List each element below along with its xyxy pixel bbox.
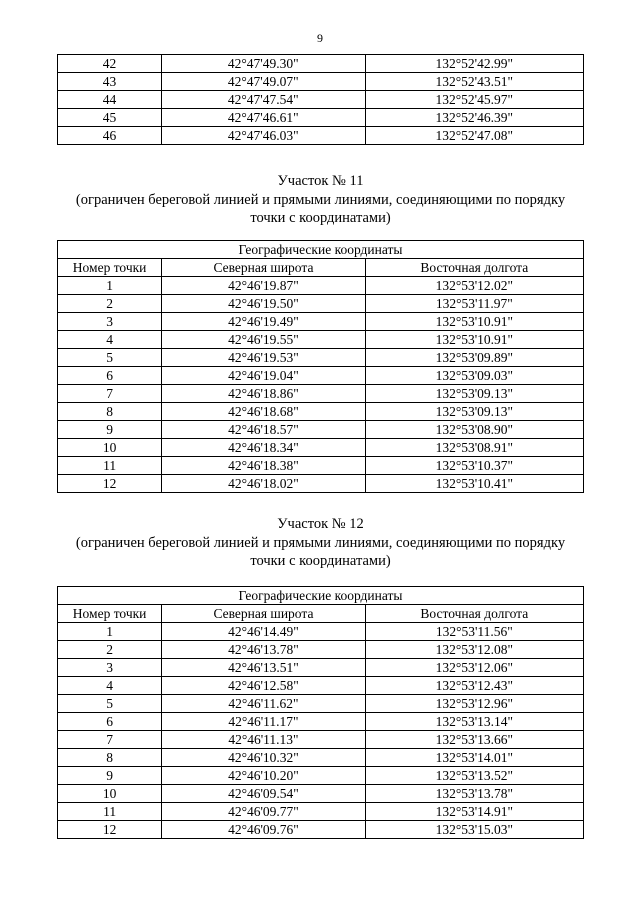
point-number-cell: 6: [58, 367, 162, 385]
east-longitude-cell: 132°52'45.97": [365, 91, 583, 109]
table-row: [58, 439, 584, 457]
point-number-cell: 6: [58, 713, 162, 731]
point-number-cell: 3: [58, 659, 162, 677]
point-number-cell: 5: [58, 349, 162, 367]
column-header-point-number: Номер точки: [58, 605, 162, 623]
north-latitude-cell: 42°46'19.87": [162, 277, 365, 295]
point-number-cell: 12: [58, 821, 162, 839]
north-latitude-cell: 42°46'18.02": [162, 475, 365, 493]
east-longitude-cell: 132°53'12.02": [365, 277, 583, 295]
east-longitude-cell: 132°53'13.52": [365, 767, 583, 785]
north-latitude-cell: 42°47'47.54": [162, 91, 366, 109]
north-latitude-cell: 42°46'13.51": [162, 659, 365, 677]
east-longitude-cell: 132°53'08.91": [365, 439, 583, 457]
point-number-cell: 10: [58, 785, 162, 803]
north-latitude-cell: 42°46'18.86": [162, 385, 365, 403]
east-longitude-cell: 132°53'14.01": [365, 749, 583, 767]
east-longitude-cell: 132°53'09.13": [365, 403, 583, 421]
north-latitude-cell: 42°46'11.62": [162, 695, 365, 713]
section-title: Участок № 12: [277, 516, 364, 532]
point-number-cell: 8: [58, 403, 162, 421]
point-number-cell: 2: [58, 641, 162, 659]
section-title: Участок № 11: [277, 173, 364, 189]
table-row: [58, 385, 584, 403]
point-number-cell: 2: [58, 295, 162, 313]
point-number-cell: 42: [58, 55, 162, 73]
table-row: [58, 109, 584, 127]
east-longitude-cell: 132°53'13.14": [365, 713, 583, 731]
point-number-cell: 12: [58, 475, 162, 493]
north-latitude-cell: 42°46'19.49": [162, 313, 365, 331]
north-latitude-cell: 42°46'10.32": [162, 749, 365, 767]
section-subtitle: (ограничен береговой линией и прямыми линиями, соединяющими по порядку точки с координатами): [75, 191, 566, 226]
east-longitude-cell: 132°53'14.91": [365, 803, 583, 821]
table-row: [58, 421, 584, 439]
east-longitude-cell: 132°53'10.37": [365, 457, 583, 475]
table-row: [58, 803, 584, 821]
table-row: [58, 623, 584, 641]
section-11-heading: [57, 172, 584, 228]
point-number-cell: 1: [58, 277, 162, 295]
table-row: [58, 313, 584, 331]
north-latitude-cell: 42°46'11.13": [162, 731, 365, 749]
north-latitude-cell: 42°47'49.07": [162, 73, 366, 91]
east-longitude-cell: 132°53'15.03": [365, 821, 583, 839]
point-number-cell: 3: [58, 313, 162, 331]
point-number-cell: 9: [58, 767, 162, 785]
point-number-cell: 7: [58, 385, 162, 403]
east-longitude-cell: 132°53'09.89": [365, 349, 583, 367]
table-row: [58, 677, 584, 695]
point-number-cell: 11: [58, 803, 162, 821]
north-latitude-cell: 42°46'19.53": [162, 349, 365, 367]
table-row: [58, 331, 584, 349]
east-longitude-cell: 132°53'12.06": [365, 659, 583, 677]
table-row: [58, 659, 584, 677]
column-header-north-latitude: Северная широта: [162, 259, 365, 277]
table-row: [58, 695, 584, 713]
table-row: [58, 349, 584, 367]
point-number-cell: 4: [58, 677, 162, 695]
table-row: [58, 821, 584, 839]
section-12-heading: [57, 515, 584, 571]
north-latitude-cell: 42°47'46.61": [162, 109, 366, 127]
table-row: [58, 749, 584, 767]
east-longitude-cell: 132°53'12.08": [365, 641, 583, 659]
north-latitude-cell: 42°46'10.20": [162, 767, 365, 785]
point-number-cell: 9: [58, 421, 162, 439]
point-number-cell: 46: [58, 127, 162, 145]
table-row: [58, 767, 584, 785]
north-latitude-cell: 42°46'18.57": [162, 421, 365, 439]
north-latitude-cell: 42°47'49.30": [162, 55, 366, 73]
east-longitude-cell: 132°53'11.97": [365, 295, 583, 313]
table-row: [58, 295, 584, 313]
north-latitude-cell: 42°46'09.76": [162, 821, 365, 839]
point-number-cell: 43: [58, 73, 162, 91]
east-longitude-cell: 132°53'12.43": [365, 677, 583, 695]
column-header-point-number: Номер точки: [58, 259, 162, 277]
east-longitude-cell: 132°52'43.51": [365, 73, 583, 91]
column-header-east-longitude: Восточная долгота: [365, 259, 583, 277]
group-header: Географические координаты: [58, 587, 584, 605]
north-latitude-cell: 42°46'09.54": [162, 785, 365, 803]
group-header: Географические координаты: [58, 241, 584, 259]
north-latitude-cell: 42°46'18.34": [162, 439, 365, 457]
east-longitude-cell: 132°52'42.99": [365, 55, 583, 73]
east-longitude-cell: 132°53'12.96": [365, 695, 583, 713]
east-longitude-cell: 132°53'10.91": [365, 313, 583, 331]
north-latitude-cell: 42°46'11.17": [162, 713, 365, 731]
table-row: [58, 641, 584, 659]
north-latitude-cell: 42°46'09.77": [162, 803, 365, 821]
east-longitude-cell: 132°53'09.03": [365, 367, 583, 385]
table-row: [58, 127, 584, 145]
section-12-coordinates-table: [57, 586, 584, 839]
east-longitude-cell: 132°53'13.66": [365, 731, 583, 749]
table-row: [58, 91, 584, 109]
east-longitude-cell: 132°52'47.08": [365, 127, 583, 145]
table-row: [58, 367, 584, 385]
east-longitude-cell: 132°53'11.56": [365, 623, 583, 641]
table-row: [58, 457, 584, 475]
table-row: [58, 403, 584, 421]
column-header-east-longitude: Восточная долгота: [365, 605, 583, 623]
north-latitude-cell: 42°46'19.55": [162, 331, 365, 349]
table-row: [58, 731, 584, 749]
page-number: 9: [317, 31, 323, 45]
table-row: [58, 277, 584, 295]
table-row: [58, 713, 584, 731]
point-number-cell: 5: [58, 695, 162, 713]
table-row: [58, 785, 584, 803]
north-latitude-cell: 42°46'12.58": [162, 677, 365, 695]
coordinates-table-continued: [57, 54, 584, 145]
section-subtitle: (ограничен береговой линией и прямыми линиями, соединяющими по порядку точки с координатами): [75, 534, 566, 569]
point-number-cell: 7: [58, 731, 162, 749]
table-row: [58, 475, 584, 493]
table-row: [58, 73, 584, 91]
point-number-cell: 44: [58, 91, 162, 109]
east-longitude-cell: 132°53'08.90": [365, 421, 583, 439]
north-latitude-cell: 42°46'18.38": [162, 457, 365, 475]
north-latitude-cell: 42°46'19.50": [162, 295, 365, 313]
column-header-north-latitude: Северная широта: [162, 605, 365, 623]
north-latitude-cell: 42°46'19.04": [162, 367, 365, 385]
east-longitude-cell: 132°53'10.91": [365, 331, 583, 349]
north-latitude-cell: 42°46'13.78": [162, 641, 365, 659]
east-longitude-cell: 132°53'09.13": [365, 385, 583, 403]
point-number-cell: 4: [58, 331, 162, 349]
section-11-coordinates-table: [57, 240, 584, 493]
point-number-cell: 8: [58, 749, 162, 767]
point-number-cell: 1: [58, 623, 162, 641]
north-latitude-cell: 42°46'18.68": [162, 403, 365, 421]
east-longitude-cell: 132°52'46.39": [365, 109, 583, 127]
point-number-cell: 11: [58, 457, 162, 475]
north-latitude-cell: 42°47'46.03": [162, 127, 366, 145]
east-longitude-cell: 132°53'13.78": [365, 785, 583, 803]
north-latitude-cell: 42°46'14.49": [162, 623, 365, 641]
point-number-cell: 45: [58, 109, 162, 127]
east-longitude-cell: 132°53'10.41": [365, 475, 583, 493]
point-number-cell: 10: [58, 439, 162, 457]
table-row: [58, 55, 584, 73]
